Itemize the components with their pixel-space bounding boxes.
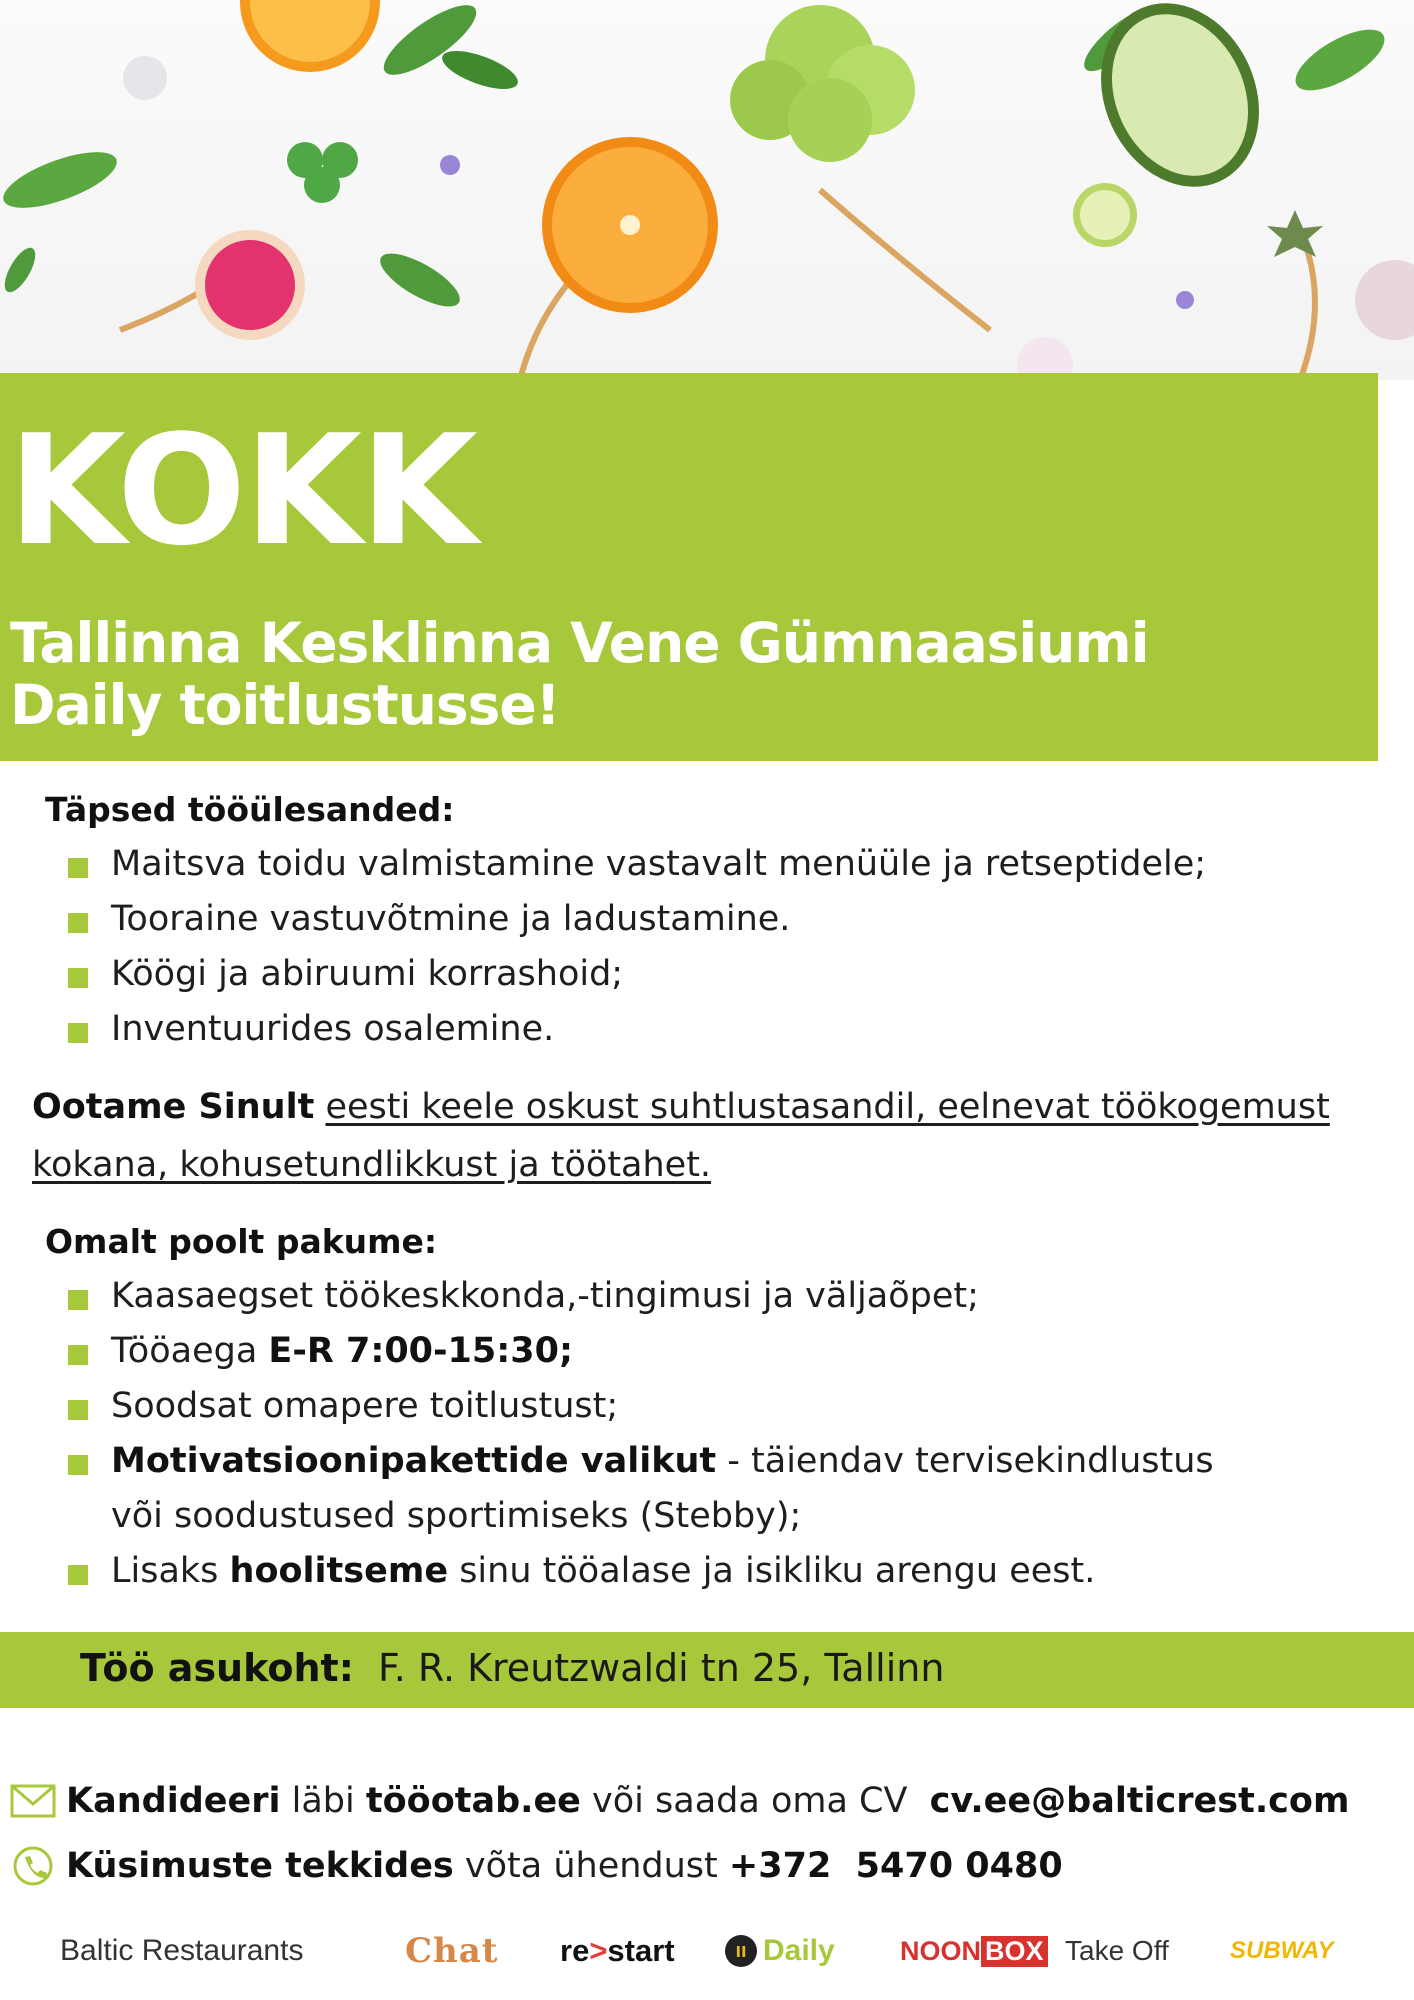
fork-knife-icon: ıı xyxy=(725,1935,757,1967)
square-bullet-icon xyxy=(68,1290,88,1310)
chat-logo: Chat xyxy=(405,1931,499,1971)
expectations-text xyxy=(32,1078,1372,1194)
list-item: Tooraine vastuvõtmine ja ladustamine. xyxy=(66,892,1366,947)
restart-logo: re > start xyxy=(560,1933,675,1968)
apply-row: Kandideeri läbi tööotab.ee või saada oma CV cv.ee@balticrest.com xyxy=(10,1780,1349,1822)
list-item: Maitsva toidu valmistamine vastavalt menüüle ja retseptidele; xyxy=(66,837,1366,892)
apply-label: Kandideeri xyxy=(66,1781,281,1821)
list-item: Köögi ja abiruumi korrashoid; xyxy=(66,947,1366,1002)
list-item: Lisaks hoolitseme sinu tööalase ja isikliku arengu eest. xyxy=(66,1544,1366,1599)
square-bullet-icon xyxy=(68,1400,88,1420)
job-portal-link[interactable]: tööotab.ee xyxy=(365,1781,581,1821)
expectations-lead: Ootame Sinult xyxy=(32,1087,315,1127)
expectations-body: eesti keele oskust suhtlustasandil, eelnevat töökogemust kokana, kohusetundlikkust ja töötahet. xyxy=(32,1087,1330,1185)
square-bullet-icon xyxy=(68,968,88,988)
square-bullet-icon xyxy=(68,1023,88,1043)
offer-list xyxy=(66,1269,1366,1599)
subtitle-line-1: Tallinna Kesklinna Vene Gümnaasiumi xyxy=(10,611,1149,675)
brand-logos xyxy=(60,1928,1390,1974)
noonbox-logo: NOON BOX xyxy=(900,1928,1048,1974)
vegetables-illustration xyxy=(0,0,1414,380)
daily-logo: ıı Daily xyxy=(725,1928,835,1974)
list-item: Motivatsioonipakettide valikut - täiendav tervisekindlustus või soodustused sportimiseks (Stebby); xyxy=(66,1434,1366,1544)
location-label: Töö asukoht: xyxy=(80,1646,354,1690)
cv-email-link[interactable]: cv.ee@balticrest.com xyxy=(929,1781,1350,1821)
list-item: Inventuurides osalemine. xyxy=(66,1002,1366,1057)
square-bullet-icon xyxy=(68,1455,88,1475)
question-row: Küsimuste tekkides võta ühendust +372 5470 0480 xyxy=(10,1845,1063,1887)
square-bullet-icon xyxy=(68,913,88,933)
subway-logo: SUBWAY xyxy=(1230,1937,1334,1964)
list-item: Soodsat omapere toitlustust; xyxy=(66,1379,1366,1434)
square-bullet-icon xyxy=(68,1345,88,1365)
baltic-restaurants-logo: Baltic Restaurants xyxy=(60,1934,304,1967)
job-subtitle xyxy=(10,612,1370,736)
offer-heading: Omalt poolt pakume: xyxy=(45,1222,438,1261)
takeoff-logo: Take Off xyxy=(1065,1935,1169,1966)
square-bullet-icon xyxy=(68,858,88,878)
hero-image xyxy=(0,0,1414,380)
list-item: Kaasaegset töökeskkonda,-tingimusi ja väljaõpet; xyxy=(66,1269,1366,1324)
duties-heading: Täpsed tööülesanded: xyxy=(45,790,455,829)
contact-phone[interactable]: +372 5470 0480 xyxy=(728,1846,1063,1886)
duties-list xyxy=(66,837,1366,1057)
list-item: Tööaega E-R 7:00-15:30; xyxy=(66,1324,1366,1379)
square-bullet-icon xyxy=(68,1565,88,1585)
question-label: Küsimuste tekkides xyxy=(66,1846,454,1886)
phone-icon xyxy=(10,1845,56,1887)
envelope-icon xyxy=(10,1780,56,1822)
subtitle-line-2: Daily toitlustusse! xyxy=(10,673,560,737)
location-address: F. R. Kreutzwaldi tn 25, Tallinn xyxy=(377,1646,945,1690)
work-location xyxy=(80,1646,944,1690)
job-title: KOKK xyxy=(8,402,476,579)
